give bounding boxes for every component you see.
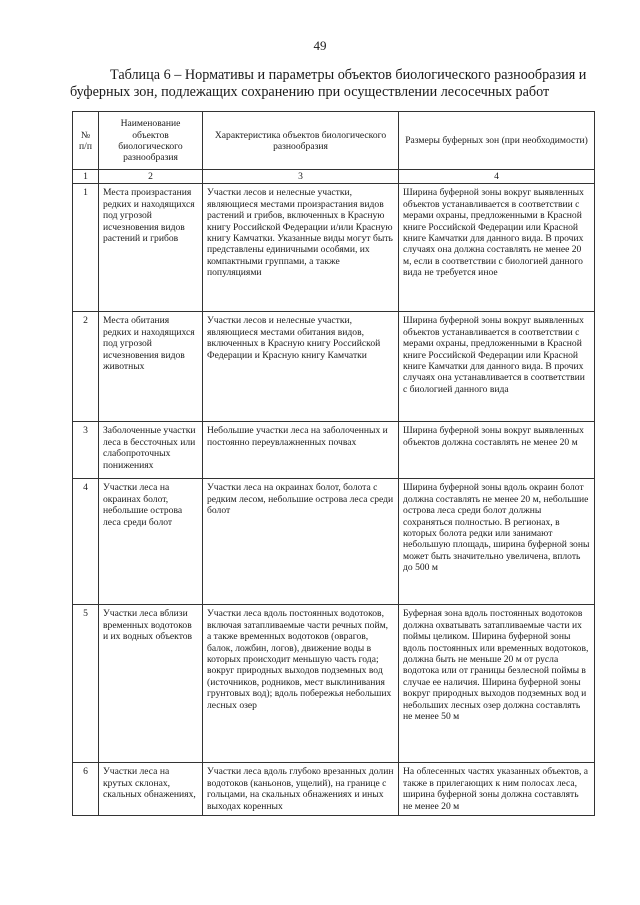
caption-line-2: буферных зон, подлежащих сохранению при осуществлении лесосечных работ (70, 84, 550, 100)
buffer-zone-size: Ширина буферной зоны вокруг выявленных объектов устанавливается в соответствии с мерами охраны, предложенными в Красной книге Российской Федерации или Красной книге Камчатки для данного вида. В прочих случаях она устанавливается в соответствии с биологией данного вида (399, 312, 595, 422)
object-name: Места произрастания редких и находящихся под угрозой исчезновения видов растений и грибов (99, 184, 203, 312)
buffer-zone-size: Ширина буферной зоны вокруг выявленных объектов устанавливается в соответствии с мерами охраны, предложенными в Красной книге Российской Федерации или Красной книге Камчатки для данного вида. В прочих случаях она должна составлять не менее 20 м, если в соответствии с биологией данного вида не требуется иное (399, 184, 595, 312)
header-num: № п/п (73, 112, 99, 170)
table-row (73, 312, 595, 422)
row-number: 5 (73, 605, 99, 763)
column-number: 4 (399, 170, 595, 184)
row-number: 1 (73, 184, 99, 312)
row-number: 3 (73, 422, 99, 479)
object-name: Заболоченные участки леса в бессточных или слабопроточных понижениях (99, 422, 203, 479)
table-row (73, 479, 595, 605)
object-characteristic: Небольшие участки леса на заболоченных и постоянно переувлажненных почвах (203, 422, 399, 479)
buffer-zone-size: На облесенных частях указанных объектов, а также в прилегающих к ним полосах леса, ширина буферной зоны должна составлять не менее 20 м (399, 763, 595, 816)
norms-table (72, 111, 595, 816)
caption-line-1: Таблица 6 – Нормативы и параметры объектов биологического разнообразия и (110, 67, 587, 83)
object-characteristic: Участки леса вдоль постоянных водотоков, включая затапливаемые части речных пойм, а также временных водотоков (оврагов, балок, ложбин, логов), движение воды в которых происходит меньшую часть года; вокруг природных выходов подземных вод (источников, родников, мест выклинивания грунтовых вод); вдоль побережья небольших лесных озер (203, 605, 399, 763)
object-characteristic: Участки лесов и нелесные участки, являющиеся местами обитания видов, включенных в Красную книгу Российской Федерации и Красную книгу Камчатки (203, 312, 399, 422)
object-name: Участки леса на крутых склонах, скальных обнажениях, (99, 763, 203, 816)
table-row (73, 184, 595, 312)
object-name: Участки леса вблизи временных водотоков и их водных объектов (99, 605, 203, 763)
page-number: 49 (313, 38, 327, 53)
object-characteristic: Участки леса вдоль глубоко врезанных долин водотоков (каньонов, ущелий), на границе с гольцами, на скальных обнажениях и иных выходах коренных (203, 763, 399, 816)
object-characteristic: Участки леса на окраинах болот, болота с редким лесом, небольшие острова леса среди болот (203, 479, 399, 605)
row-number: 4 (73, 479, 99, 605)
buffer-zone-size: Ширина буферной зоны вдоль окраин болот должна составлять не менее 20 м, небольшие острова леса среди болот должны сохраняться полностью. В регионах, в которых болота редки или занимают небольшую площадь, ширина буферной зоны может быть значительно увеличена, вплоть до 500 м (399, 479, 595, 605)
object-name: Места обитания редких и находящихся под угрозой исчезновения видов животных (99, 312, 203, 422)
table-header-row (73, 112, 595, 170)
table-row (73, 422, 595, 479)
table-row (73, 763, 595, 816)
column-number: 2 (99, 170, 203, 184)
column-number: 1 (73, 170, 99, 184)
header-characteristic: Характеристика объектов биологического разнообразия (203, 112, 399, 170)
buffer-zone-size: Буферная зона вдоль постоянных водотоков должна охватывать затапливаемые части их поймы целиком. Ширина буферной зоны вдоль постоянных или временных водотоков, должна быть не меньше 20 м от русла водотока или от границы безлесной поймы в случае ее наличия. Ширина буферной зоны вокруг природных выходов подземных вод и небольших лесных озер должна составлять не менее 50 м (399, 605, 595, 763)
row-number: 6 (73, 763, 99, 816)
table-row (73, 605, 595, 763)
buffer-zone-size: Ширина буферной зоны вокруг выявленных объектов должна составлять не менее 20 м (399, 422, 595, 479)
object-characteristic: Участки лесов и нелесные участки, являющиеся местами произрастания видов растений и грибов, включенных в Красную книгу Российской Федерации и/или Красную книгу Камчатки. Указанные виды могут быть представлены единичными особями, их компактными группами, а также популяциями (203, 184, 399, 312)
row-number: 2 (73, 312, 99, 422)
table-caption (70, 67, 610, 101)
header-buffer: Размеры буферных зон (при необходимости) (399, 112, 595, 170)
header-name: Наименование объектов биологического разнообразия (99, 112, 203, 170)
column-number-row (73, 170, 595, 184)
column-number: 3 (203, 170, 399, 184)
object-name: Участки леса на окраинах болот, небольшие острова леса среди болот (99, 479, 203, 605)
